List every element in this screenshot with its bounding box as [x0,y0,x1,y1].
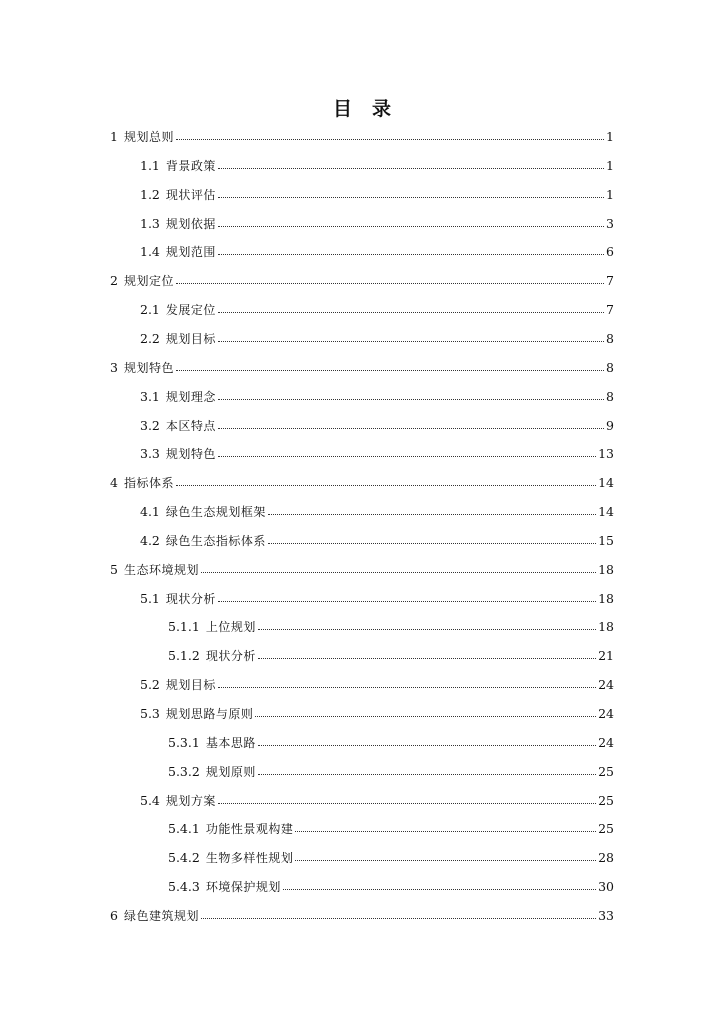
toc-entry-page-number: 8 [606,389,614,404]
toc-entry-number: 3 [110,360,118,375]
toc-dot-leader [255,716,596,717]
toc-entry-page-number: 25 [598,793,614,808]
toc-entry-label: 规划目标 [165,332,216,346]
toc-entry-label: 本区特点 [165,419,216,433]
toc-entry[interactable] [140,213,614,235]
toc-entry-page-number: 30 [598,879,614,894]
toc-entry-label: 环境保护规划 [205,880,281,894]
toc-entry-label: 指标体系 [123,476,174,490]
toc-entry[interactable] [140,501,614,523]
toc-dot-leader [218,428,604,429]
toc-entry-number: 4.2 [140,533,160,548]
toc-entry[interactable] [140,299,614,321]
toc-entry-page-number: 7 [606,302,614,317]
toc-entry[interactable] [110,559,614,581]
toc-entry-number: 4.1 [140,504,160,519]
toc-dot-leader [218,254,604,255]
toc-dot-leader [176,283,604,284]
toc-entry-label: 规划总则 [123,130,174,144]
toc-entry-page-number: 8 [606,331,614,346]
toc-dot-leader [176,139,604,140]
toc-entry-page-number: 18 [598,619,614,634]
toc-dot-leader [218,399,604,400]
toc-entry-label: 规划特色 [165,447,216,461]
toc-entry-page-number: 24 [598,706,614,721]
toc-entry-page-number: 8 [606,360,614,375]
toc-entry[interactable] [140,790,614,812]
toc-entry[interactable] [140,328,614,350]
toc-dot-leader [258,774,596,775]
toc-entry-label: 规划理念 [165,390,216,404]
toc-entry[interactable] [140,443,614,465]
toc-dot-leader [218,601,596,602]
toc-entry-number: 5.3.1 [168,735,200,750]
toc-entry-page-number: 21 [598,648,614,663]
toc-entry-label: 生物多样性规划 [205,851,294,865]
toc-entry-page-number: 28 [598,850,614,865]
toc-dot-leader [295,831,596,832]
toc-entry[interactable] [110,126,614,148]
toc-entry-label: 规划依据 [165,217,216,231]
toc-dot-leader [218,341,604,342]
toc-entry-label: 绿色建筑规划 [123,909,199,923]
toc-entry-page-number: 14 [598,475,614,490]
toc-entry-number: 2.2 [140,331,160,346]
title-char-2: 录 [372,98,392,120]
toc-entry-number: 5.1 [140,591,160,606]
toc-dot-leader [258,658,596,659]
toc-entry[interactable] [110,357,614,379]
toc-entry-label: 生态环境规划 [123,563,199,577]
toc-entry-label: 规划方案 [165,794,216,808]
toc-dot-leader [201,918,596,919]
toc-entry-number: 2 [110,273,118,288]
toc-entry[interactable] [140,415,614,437]
toc-entry-number: 1.1 [140,158,160,173]
toc-entry-label: 基本思路 [205,736,256,750]
toc-entry-page-number: 25 [598,764,614,779]
toc-entry[interactable] [140,674,614,696]
toc-entry-page-number: 25 [598,821,614,836]
toc-dot-leader [218,168,604,169]
toc-entry-number: 5.3 [140,706,160,721]
toc-entry[interactable] [168,645,614,667]
toc-dot-leader [218,687,596,688]
toc-entry-label: 功能性景观构建 [205,822,294,836]
toc-entry-page-number: 3 [606,216,614,231]
toc-entry[interactable] [140,184,614,206]
toc-entry[interactable] [110,270,614,292]
toc-dot-leader [218,803,596,804]
toc-dot-leader [258,629,596,630]
toc-entry-number: 5 [110,562,118,577]
toc-dot-leader [268,543,596,544]
toc-entry-page-number: 1 [606,187,614,202]
toc-entry-label: 现状分析 [165,592,216,606]
toc-entry-page-number: 24 [598,735,614,750]
toc-entry-number: 1 [110,129,118,144]
toc-entry-page-number: 24 [598,677,614,692]
toc-entry-label: 现状评估 [165,188,216,202]
page-title [0,94,724,121]
toc-entry-page-number: 15 [598,533,614,548]
toc-entry-number: 1.2 [140,187,160,202]
toc-entry-label: 规划目标 [165,678,216,692]
toc-dot-leader [176,485,596,486]
toc-dot-leader [268,514,596,515]
toc-entry-label: 上位规划 [205,620,256,634]
toc-entry[interactable] [140,386,614,408]
toc-entry-number: 3.3 [140,446,160,461]
toc-entry[interactable] [168,818,614,840]
toc-dot-leader [218,312,604,313]
toc-entry[interactable] [168,616,614,638]
toc-entry[interactable] [168,732,614,754]
toc-entry-page-number: 33 [598,908,614,923]
toc-entry[interactable] [140,241,614,263]
toc-entry-number: 5.4 [140,793,160,808]
toc-entry-page-number: 18 [598,562,614,577]
toc-entry[interactable] [140,530,614,552]
toc-dot-leader [176,370,604,371]
toc-entry[interactable] [168,847,614,869]
toc-entry-number: 3.2 [140,418,160,433]
toc-entry-page-number: 13 [598,446,614,461]
toc-entry-page-number: 14 [598,504,614,519]
toc-entry-number: 2.1 [140,302,160,317]
title-char-1: 目 [332,98,352,120]
toc-entry-number: 5.2 [140,677,160,692]
toc-entry-page-number: 6 [606,244,614,259]
toc-entry-number: 4 [110,475,118,490]
toc-entry-label: 绿色生态规划框架 [165,505,266,519]
toc-entry-label: 规划范围 [165,245,216,259]
toc-dot-leader [218,197,604,198]
toc-entry[interactable] [140,155,614,177]
toc-entry-number: 5.1.2 [168,648,200,663]
toc-entry-page-number: 1 [606,129,614,144]
toc-dot-leader [295,860,596,861]
toc-entry-number: 5.4.3 [168,879,200,894]
toc-entry-page-number: 7 [606,273,614,288]
toc-entry-label: 背景政策 [165,159,216,173]
toc-entry[interactable] [140,588,614,610]
toc-dot-leader [258,745,596,746]
toc-entry-number: 3.1 [140,389,160,404]
toc-entry-number: 5.4.2 [168,850,200,865]
toc-entry-number: 6 [110,908,118,923]
toc-entry-number: 5.4.1 [168,821,200,836]
toc-entry-number: 5.3.2 [168,764,200,779]
toc-entry-number: 1.4 [140,244,160,259]
toc-dot-leader [283,889,596,890]
toc-entry[interactable] [168,761,614,783]
toc-entry-label: 规划特色 [123,361,174,375]
toc-entry-label: 规划原则 [205,765,256,779]
toc-dot-leader [218,456,596,457]
toc-entry-number: 5.1.1 [168,619,200,634]
toc-entry-number: 1.3 [140,216,160,231]
toc-entry[interactable] [168,876,614,898]
toc-entry-page-number: 9 [606,418,614,433]
toc-entry-page-number: 1 [606,158,614,173]
toc-dot-leader [218,226,604,227]
toc-entry-label: 规划定位 [123,274,174,288]
toc-entry-page-number: 18 [598,591,614,606]
toc-entry[interactable] [110,905,614,927]
toc-entry-label: 发展定位 [165,303,216,317]
toc-entry[interactable] [140,703,614,725]
toc-entry-label: 绿色生态指标体系 [165,534,266,548]
toc-dot-leader [201,572,596,573]
toc-entry[interactable] [110,472,614,494]
toc-entry-label: 现状分析 [205,649,256,663]
toc-entry-label: 规划思路与原则 [165,707,254,721]
